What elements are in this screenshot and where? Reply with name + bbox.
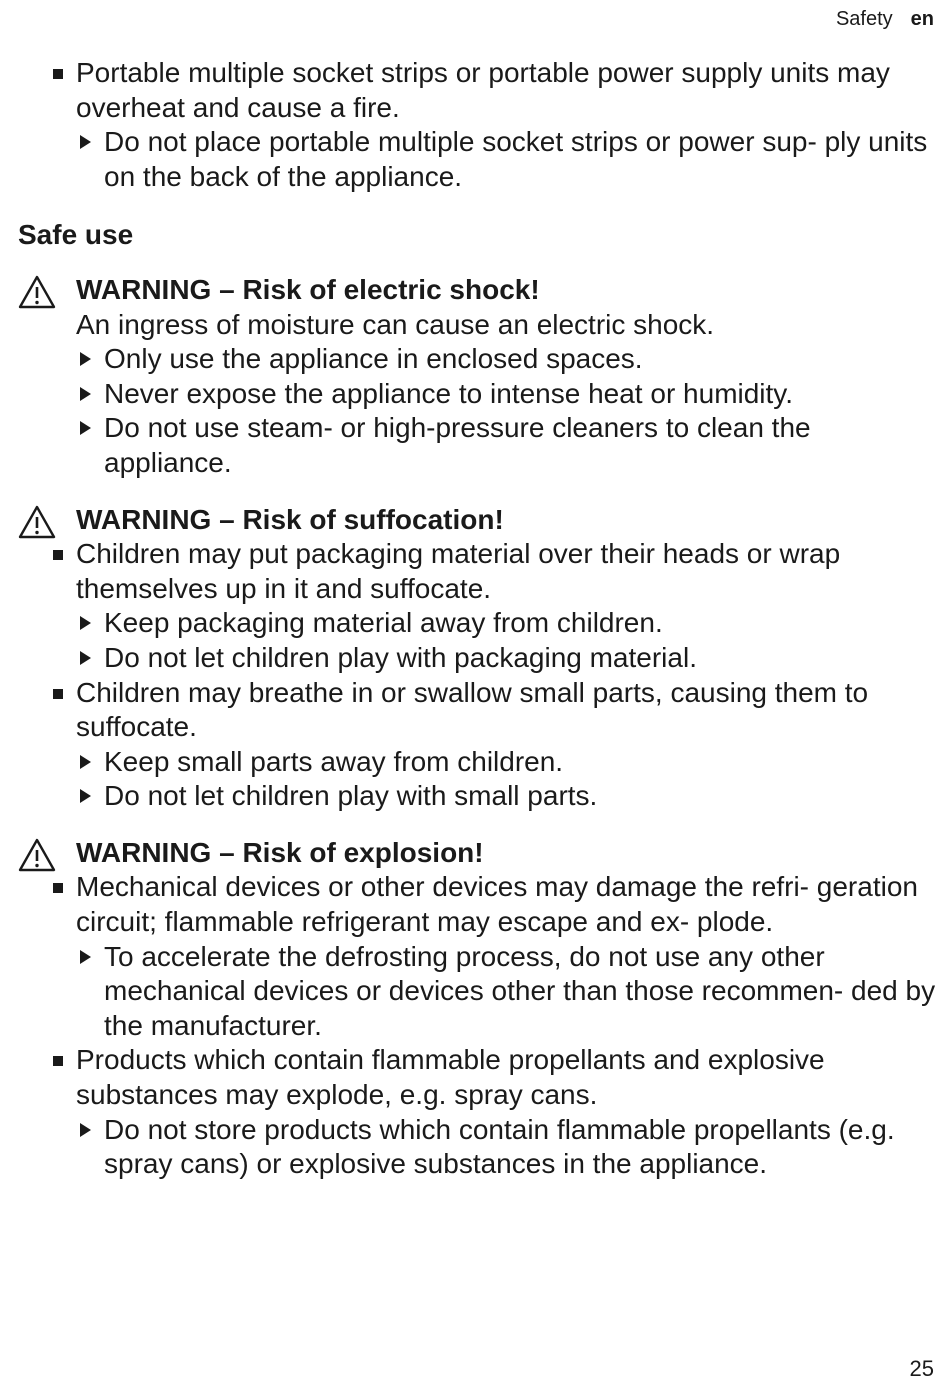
action-text: Keep small parts away from children. (104, 745, 564, 777)
action-text: Do not store products which contain flammable propellants (e.g. spray cans) or explosive substances in the appliance. (104, 1113, 895, 1180)
warning-heading (18, 836, 938, 871)
arrow-right-icon (80, 789, 91, 803)
list-item (18, 342, 938, 377)
bullet-square-icon (53, 550, 63, 560)
arrow-right-icon (80, 755, 91, 769)
warning-triangle-icon (18, 275, 56, 309)
warning-text: An ingress of moisture can cause an electric shock. (76, 308, 715, 340)
list-item (18, 606, 938, 641)
bullet-text: Children may put packaging material over their heads or wrap themselves up in it and suffocate. (76, 538, 841, 604)
bullet-square-icon (53, 883, 63, 893)
arrow-right-icon (80, 352, 91, 366)
arrow-right-icon (80, 1123, 91, 1137)
arrow-right-icon (80, 651, 91, 665)
arrow-right-icon (80, 616, 91, 630)
bullet-square-icon (53, 69, 63, 79)
list-item (18, 641, 938, 676)
action-text: Do not let children play with small parts. (104, 780, 598, 812)
arrow-right-icon (80, 421, 91, 435)
action-text: Do not place portable multiple socket strips or power sup- ply units on the back of the appliance. (104, 126, 928, 192)
list-item (18, 56, 938, 125)
warning-title: WARNING – Risk of explosion! (76, 836, 484, 868)
action-text: To accelerate the defrosting process, do not use any other mechanical devices or devices other than those recommen- ded by the manufacturer. (104, 940, 936, 1041)
action-text: Do not use steam- or high-pressure cleaners to clean the appliance. (104, 412, 811, 478)
arrow-right-icon (80, 387, 91, 401)
spacer (18, 481, 938, 503)
bullet-text: Mechanical devices or other devices may damage the refri- geration circuit; flammable refrigerant may escape and ex- plode. (76, 871, 918, 938)
warning-heading (18, 503, 938, 538)
warning-triangle-icon (18, 505, 56, 539)
spacer (18, 814, 938, 836)
action-text: Only use the appliance in enclosed spaces. (104, 343, 643, 375)
bullet-text: Children may breathe in or swallow small parts, causing them to suffocate. (76, 676, 869, 743)
page-number: 25 (909, 1356, 934, 1381)
list-item (18, 676, 938, 745)
list-item (18, 1113, 938, 1182)
list-item (18, 779, 938, 814)
warning-triangle-icon (18, 838, 56, 872)
list-item (18, 1043, 938, 1112)
list-item (18, 125, 938, 194)
header-section: Safety (835, 8, 893, 30)
warning-title: WARNING – Risk of electric shock! (76, 273, 540, 305)
list-item (18, 377, 938, 412)
list-item (18, 411, 938, 480)
arrow-right-icon (80, 135, 91, 149)
action-text: Keep packaging material away from children. (104, 607, 663, 639)
page-content (18, 56, 938, 1182)
header-language: en (910, 8, 934, 30)
action-text: Never expose the appliance to intense heat or humidity. (104, 377, 794, 409)
section-title: Safe use (18, 219, 134, 251)
list-item (18, 940, 938, 1044)
bullet-square-icon (53, 689, 63, 699)
arrow-right-icon (80, 950, 91, 964)
warning-heading (18, 273, 938, 308)
page-header (836, 8, 934, 31)
action-text: Do not let children play with packaging material. (104, 641, 697, 673)
list-item (18, 870, 938, 939)
bullet-square-icon (53, 1056, 63, 1066)
bullet-text: Portable multiple socket strips or portable power supply units may overheat and cause a fire. (76, 57, 890, 123)
bullet-text: Products which contain flammable propellants and explosive substances may explode, e.g. spray cans. (76, 1044, 825, 1111)
list-item (18, 745, 938, 780)
list-item (18, 537, 938, 606)
warning-title: WARNING – Risk of suffocation! (76, 503, 504, 535)
